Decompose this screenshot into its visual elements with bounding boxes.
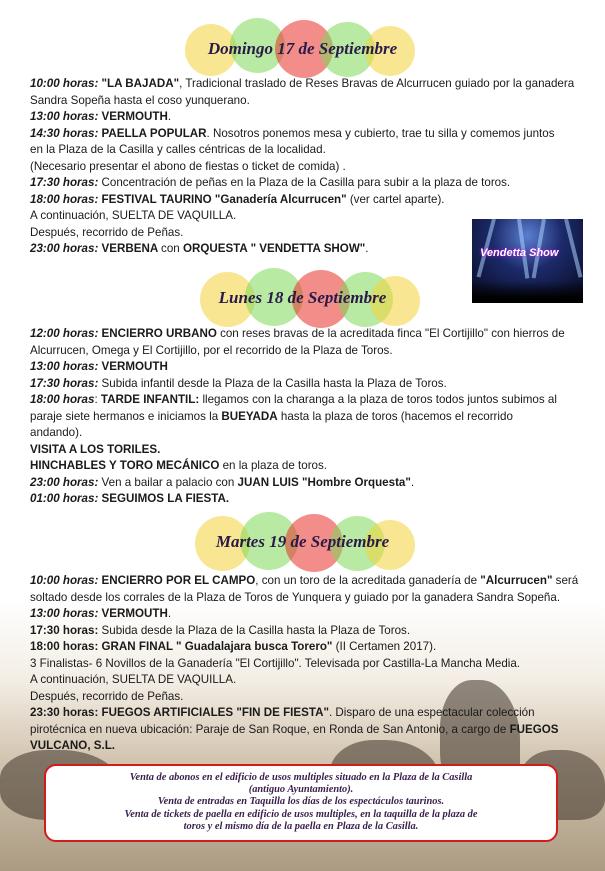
event-line: 01:00 horas: SEGUIMOS LA FIESTA. — [30, 492, 230, 505]
event-line: 23:00 horas: Ven a bailar a palacio con JUAN LUIS "Hombre Orquesta". — [30, 475, 415, 489]
tuesday-schedule — [30, 573, 585, 755]
notice-line: Venta de tickets de paella en edificio de usos multiples, en la taquilla de la plaza de — [124, 808, 478, 820]
notice-line: Venta de abonos en el edificio de usos multiples situado en la Plaza de la Casilla — [129, 772, 473, 783]
event-line: A continuación, SUELTA DE VAQUILLA. — [30, 209, 237, 222]
event-line: 17:30 horas: Concentración de peñas en la Plaza de la Casilla para subir a la plaza de toros. — [30, 176, 511, 189]
event-line: 10:00 horas: "LA BAJADA", Tradicional traslado de Reses Bravas de Alcurrucen guiado por la ganadera — [30, 77, 575, 90]
event-line: Alcurrucen, Omega y El Cortijillo, por el recorrido de la Plaza de Toros. — [30, 343, 393, 357]
event-line: 14:30 horas: PAELLA POPULAR. Nosotros ponemos mesa y cubierto, trae tu silla y comemos juntos — [30, 126, 555, 140]
event-line: 17:30 horas: Subida desde la Plaza de la Casilla hasta la Plaza de Toros. — [30, 623, 411, 637]
event-line: 3 Finalistas- 6 Novillos de la Ganadería "El Cortijillo". Televisada por Castilla-La Mancha Media. — [30, 656, 521, 670]
event-line: andando). — [30, 426, 83, 439]
day-header-tuesday — [0, 512, 605, 570]
event-line: Después, recorrido de Peñas. — [30, 225, 184, 239]
event-line: 23:00 horas: VERBENA con ORQUESTA " VENDETTA SHOW". — [30, 242, 369, 255]
event-line: pirotécnica en nueva ubicación: Paraje de San Roque, en Ronda de San Antonio, a cargo de FUEGOS — [30, 722, 559, 736]
event-line: soltado desde los corrales de la Plaza de Toros de Yunquera y guiado por la ganadera Sandra Sopeña. — [30, 590, 561, 604]
day-title-monday: Lunes 18 de Septiembre — [218, 288, 387, 307]
event-line: 12:00 horas: ENCIERRO URBANO con reses bravas de la acreditada finca "El Cortijillo" con hierros de — [30, 327, 565, 340]
event-line: A continuación, SUELTA DE VAQUILLA. — [30, 673, 237, 686]
notice-line: toros y el mismo día de la paella en Plaza de la Casilla. — [183, 820, 419, 832]
vendetta-logo: Vendetta Show — [480, 247, 559, 259]
event-line: (Necesario presentar el abono de fiestas o ticket de comida) . — [30, 159, 346, 173]
event-line: HINCHABLES Y TORO MECÁNICO en la plaza de toros. — [30, 459, 328, 472]
event-line: 13:00 horas: VERMOUTH. — [30, 607, 172, 620]
event-line: 13:00 horas: VERMOUTH — [30, 360, 168, 373]
event-line: Después, recorrido de Peñas. — [30, 689, 184, 703]
day-header-sunday — [0, 18, 605, 76]
event-line: 10:00 horas: ENCIERRO POR EL CAMPO, con un toro de la acreditada ganadería de "Alcurrucen" será — [30, 574, 579, 587]
event-line: 13:00 horas: VERMOUTH. — [30, 110, 172, 123]
event-line: VISITA A LOS TORILES. — [30, 442, 161, 456]
event-line: en la Plaza de la Casilla y calles céntricas de la localidad. — [30, 143, 326, 156]
monday-schedule — [30, 326, 585, 508]
day-header-monday — [0, 268, 605, 326]
event-line: 17:30 horas: Subida infantil desde la Plaza de la Casilla hasta la Plaza de Toros. — [30, 376, 447, 390]
event-line: VULCANO, S.L. — [30, 739, 116, 752]
notice-line: Venta de entradas en Taquilla los días de los espectáculos taurinos. — [157, 796, 445, 808]
day-title-tuesday: Martes 19 de Septiembre — [215, 532, 390, 551]
event-line: 23:30 horas: FUEGOS ARTIFICIALES "FIN DE FIESTA". Disparo de una espectacular colección — [30, 706, 535, 719]
event-line: 18:00 horas: GRAN FINAL " Guadalajara busca Torero" (II Certamen 2017). — [30, 640, 437, 653]
event-line: 18:00 horas: FESTIVAL TAURINO "Ganadería Alcurrucen" (ver cartel aparte). — [30, 192, 445, 206]
event-line: paraje siete hermanos e iniciamos la BUEYADA hasta la plaza de toros (hacemos el recorrido — [30, 409, 513, 423]
ticket-sales-notice — [44, 764, 558, 842]
notice-line: (antiguo Ayuntamiento). — [248, 784, 354, 796]
event-line: Sandra Sopeña hasta el coso yunquerano. — [30, 93, 250, 107]
event-line: 18:00 horas: TARDE INFANTIL: llegamos con la charanga a la plaza de toros todos juntos subimos al — [30, 393, 557, 406]
day-title-sunday: Domingo 17 de Septiembre — [207, 39, 398, 58]
